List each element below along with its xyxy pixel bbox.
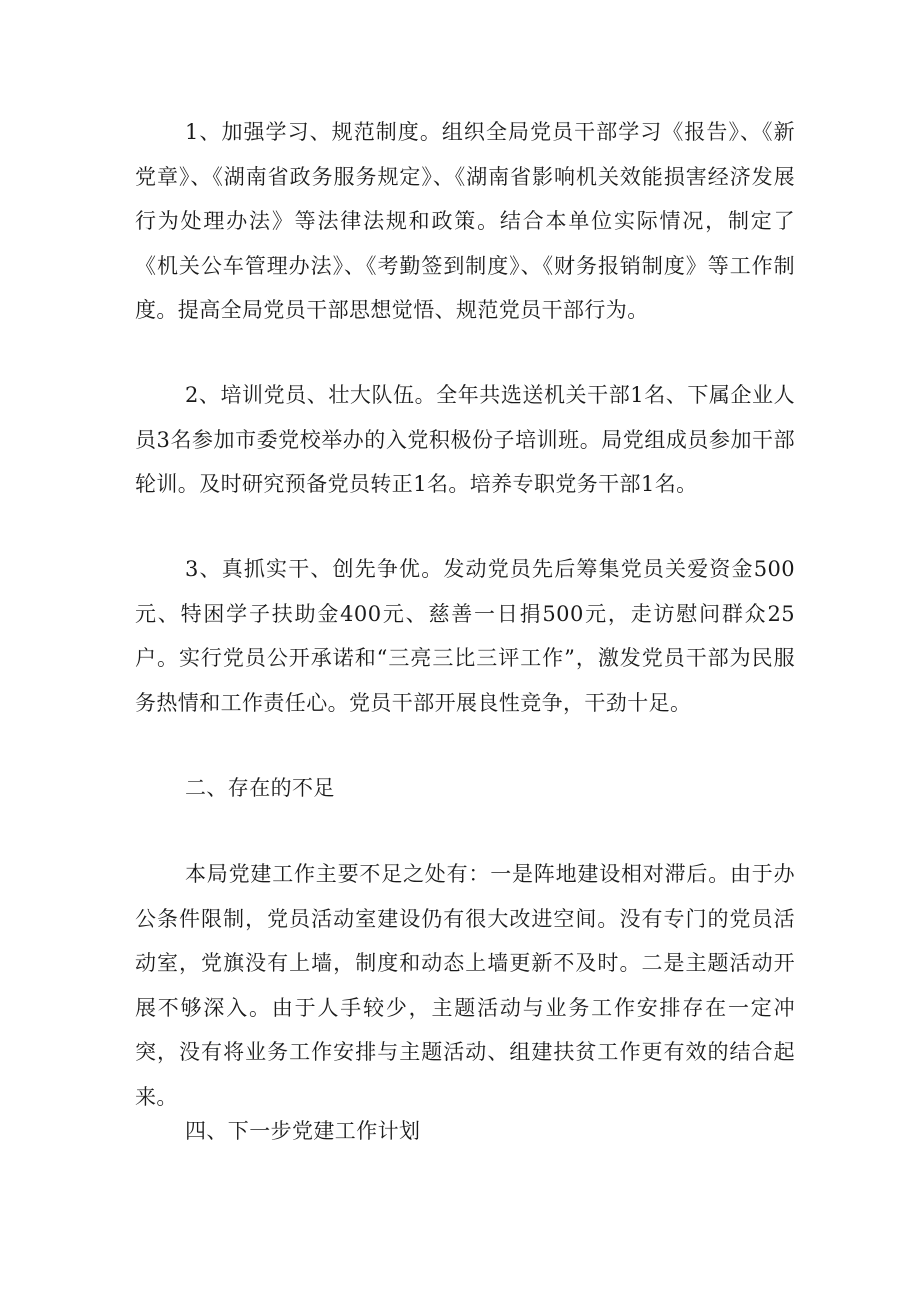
paragraph-training-members: 2、培训党员、壮大队伍。全年共选送机关干部1名、下属企业人员3名参加市委党校举办的入党积极份子培训班。局党组成员参加干部轮训。及时研究预备党员转正1名。培养专职党务干部1名。: [135, 383, 795, 497]
paragraph-excellence: 3、真抓实干、创先争优。发动党员先后筹集党员关爱资金500元、特困学子扶助金400元、慈善一日捐500元，走访慰问群众25户。实行党员公开承诺和“三亮三比三评工作”，激发党员干部为民服务热情和工作责任心。党员干部开展良性竞争，干劲十足。: [135, 557, 795, 715]
section-heading-next-plan: 四、下一步党建工作计划: [185, 1119, 421, 1143]
section-heading-shortcomings: 二、存在的不足: [185, 776, 335, 800]
paragraph-study-regulations: 1、加强学习、规范制度。组织全局党员干部学习《报告》、《新党章》、《湖南省政务服务规定》、《湖南省影响机关效能损害经济发展行为处理办法》等法律法规和政策。结合本单位实际情况，制定了《机关公车管理办法》、《考勤签到制度》、《财务报销制度》等工作制度。提高全局党员干部思想觉悟、规范党员干部行为。: [135, 120, 795, 323]
paragraph-shortcomings: 本局党建工作主要不足之处有：一是阵地建设相对滞后。由于办公条件限制，党员活动室建设仍有很大改进空间。没有专门的党员活动室，党旗没有上墙，制度和动态上墙更新不及时。二是主题活动开展不够深入。由于人手较少，主题活动与业务工作安排存在一定冲突，没有将业务工作安排与主题活动、组建扶贫工作更有效的结合起来。: [135, 862, 795, 1109]
